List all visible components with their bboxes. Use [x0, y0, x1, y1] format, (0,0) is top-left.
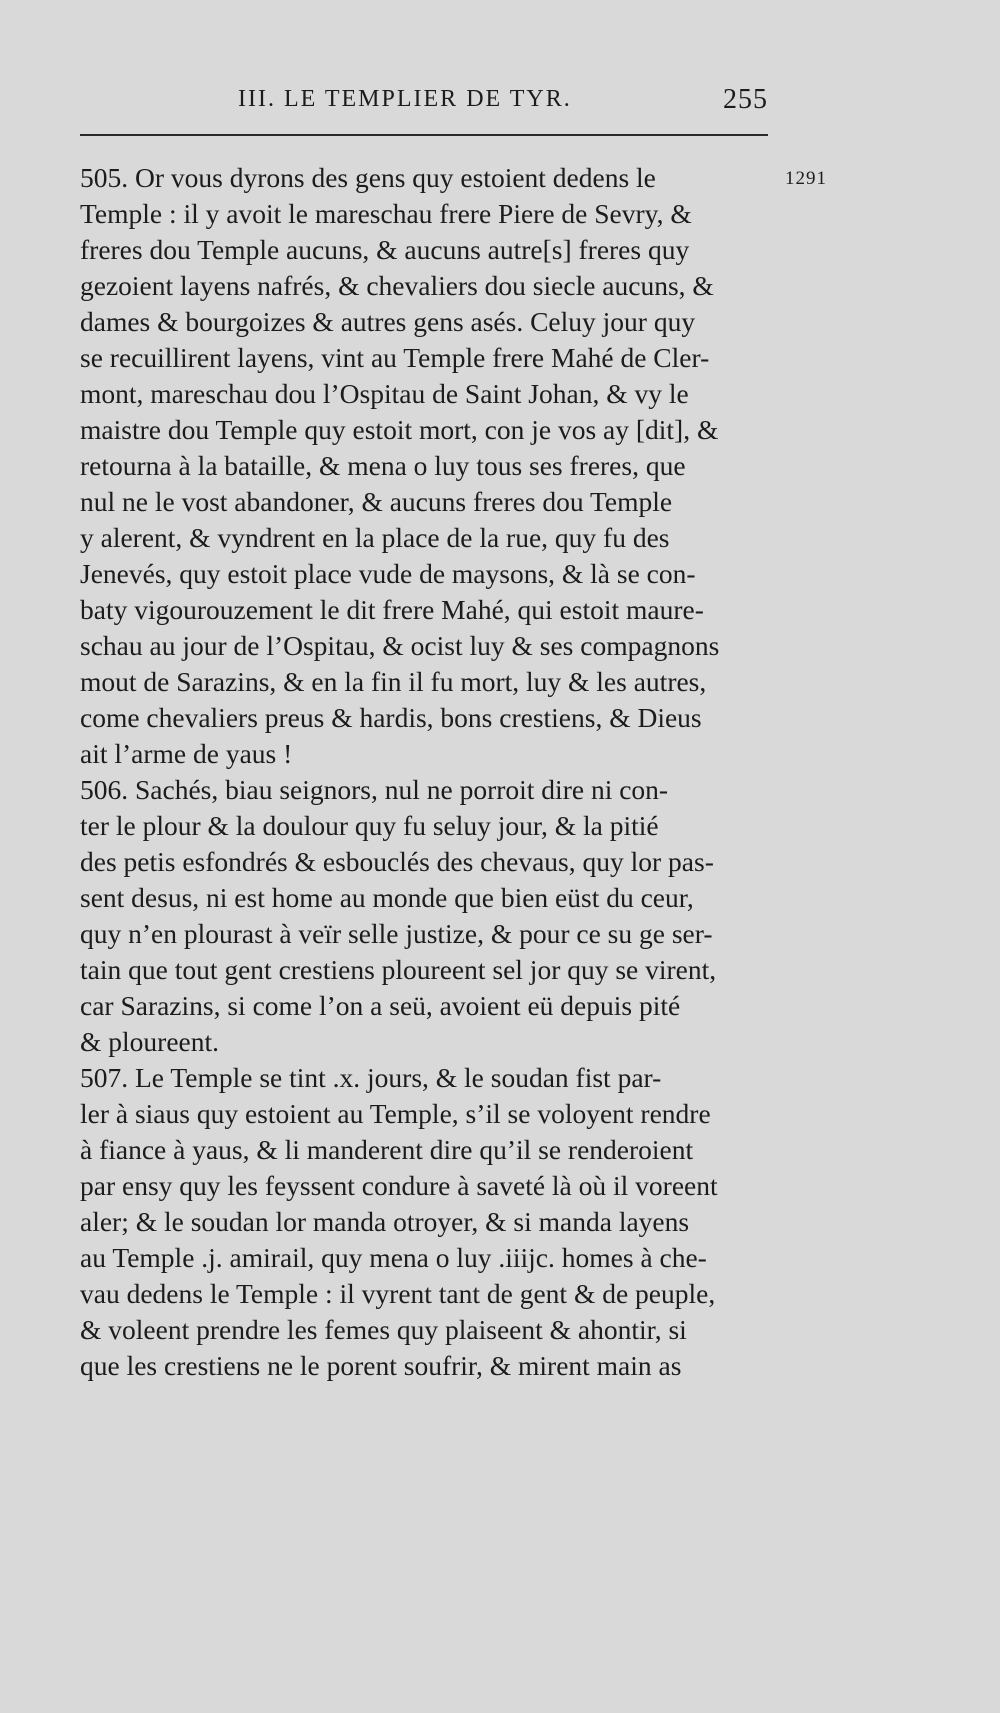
- text-line: schau au jour de l’Ospitau, & ocist luy & ses compagnons: [80, 630, 720, 661]
- text-line: mont, mareschau dou l’Ospitau de Saint Johan, & vy le: [80, 378, 689, 409]
- text-line: gezoient layens nafrés, & chevaliers dou siecle aucuns, &: [80, 270, 714, 301]
- text-line: aler; & le soudan lor manda otroyer, & si manda layens: [80, 1206, 690, 1237]
- body-text: [80, 160, 780, 1384]
- text-line: tain que tout gent crestiens ploureent sel jor quy se virent,: [80, 954, 717, 985]
- text-line: ter le plour & la doulour quy fu seluy jour, & la pitié: [80, 810, 659, 841]
- text-line: retourna à la bataille, & mena o luy tous ses freres, que: [80, 450, 686, 481]
- text-line: & voleent prendre les femes quy plaiseent & ahontir, si: [80, 1314, 687, 1345]
- text-line: car Sarazins, si come l’on a seü, avoient eü depuis pité: [80, 990, 681, 1021]
- text-line: 505. Or vous dyrons des gens quy estoient dedens le: [80, 162, 656, 193]
- margin-year-note: 1291: [785, 168, 827, 189]
- text-line: baty vigourouzement le dit frere Mahé, qui estoit maure-: [80, 594, 704, 625]
- text-line: y alerent, & vyndrent en la place de la rue, quy fu des: [80, 522, 670, 553]
- text-line: à fiance à yaus, & li manderent dire qu’il se renderoient: [80, 1134, 694, 1165]
- text-line: dames & bourgoizes & autres gens asés. Celuy jour quy: [80, 306, 696, 337]
- text-line: quy n’en plourast à veïr selle justize, & pour ce su ge ser-: [80, 918, 713, 949]
- text-line: nul ne le vost abandoner, & aucuns freres dou Temple: [80, 486, 673, 517]
- text-line: ler à siaus quy estoient au Temple, s’il se voloyent rendre: [80, 1098, 711, 1129]
- text-line: des petis esfondrés & esbouclés des chevaus, quy lor pas-: [80, 846, 714, 877]
- page-header: [80, 80, 768, 120]
- text-line: ait l’arme de yaus !: [80, 738, 293, 769]
- text-line: se recuillirent layens, vint au Temple frere Mahé de Cler-: [80, 342, 710, 373]
- text-line: maistre dou Temple quy estoit mort, con je vos ay [dit], &: [80, 414, 719, 445]
- text-line: par ensy quy les feyssent condure à saveté là où il voreent: [80, 1170, 718, 1201]
- text-line: Jenevés, quy estoit place vude de maysons, & là se con-: [80, 558, 696, 589]
- text-line: mout de Sarazins, & en la fin il fu mort, luy & les autres,: [80, 666, 707, 697]
- running-title: III. LE TEMPLIER DE TYR.: [238, 86, 572, 112]
- header-rule: [80, 134, 768, 136]
- text-line: vau dedens le Temple : il vyrent tant de gent & de peuple,: [80, 1278, 716, 1309]
- text-line: au Temple .j. amirail, quy mena o luy .iiijc. homes à che-: [80, 1242, 707, 1273]
- text-line: que les crestiens ne le porent soufrir, & mirent main as: [80, 1350, 682, 1381]
- text-line: Temple : il y avoit le mareschau frere Piere de Sevry, &: [80, 198, 692, 229]
- text-line: freres dou Temple aucuns, & aucuns autre[s] freres quy: [80, 234, 690, 265]
- text-line: come chevaliers preus & hardis, bons crestiens, & Dieus: [80, 702, 702, 733]
- page-number: 255: [723, 84, 768, 115]
- text-line: & ploureent.: [80, 1026, 219, 1057]
- text-line: 507. Le Temple se tint .x. jours, & le soudan fist par-: [80, 1062, 662, 1093]
- text-line: sent desus, ni est home au monde que bien eüst du ceur,: [80, 882, 694, 913]
- text-line: 506. Sachés, biau seignors, nul ne porroit dire ni con-: [80, 774, 669, 805]
